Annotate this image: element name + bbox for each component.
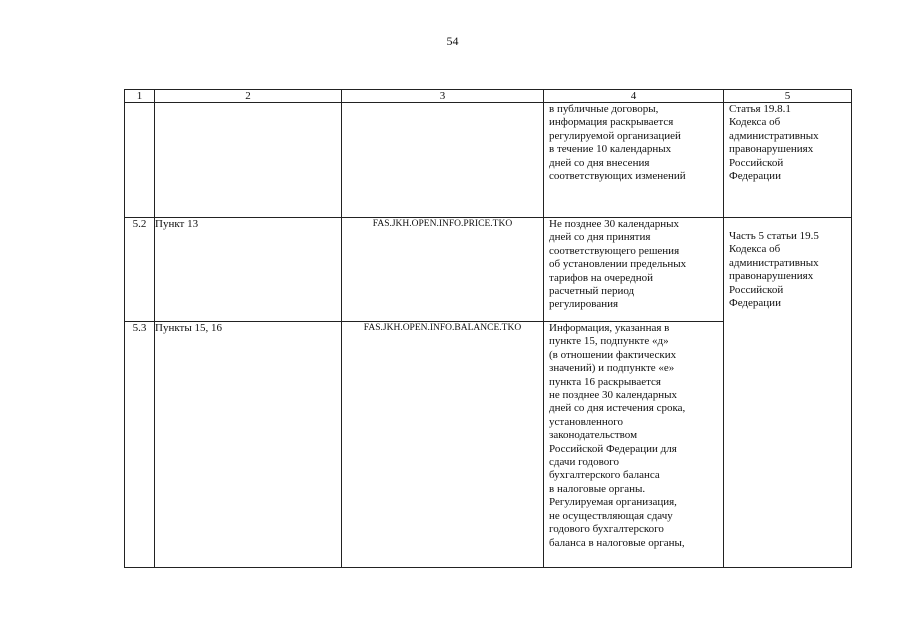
row-liability: Статья 19.8.1 Кодекса об административных правонарушениях Российской Федерации: [729, 103, 819, 183]
table-row: [125, 103, 852, 218]
row-item: [155, 103, 342, 218]
row-deadline: Информация, указанная в пункте 15, подпункте «д» (в отношении фактических значений) и подпункте «е» пункта 16 раскрывается не позднее 30 календарных дней со дня истечения срока, установленного законодательством Российской Федерации для сдачи годового бухгалтерского баланса в налоговые органы. Регулируемая организация, не осуществляющая сдачу годового бухгалтерского баланса в налоговые органы,: [549, 322, 686, 549]
table-header-row: [125, 90, 852, 103]
row-code: FAS.JKH.OPEN.INFO.BALANCE.TKO: [342, 322, 544, 568]
column-header: 1: [125, 90, 155, 103]
column-header: 5: [724, 90, 852, 103]
row-number: [125, 103, 155, 218]
row-code: FAS.JKH.OPEN.INFO.PRICE.TKO: [342, 218, 544, 322]
table-row: [125, 218, 852, 322]
row-item: Пункты 15, 16: [155, 322, 342, 568]
column-header: 4: [544, 90, 724, 103]
row-number: 5.3: [125, 322, 155, 568]
column-header: 2: [155, 90, 342, 103]
column-header: 3: [342, 90, 544, 103]
row-deadline: Не позднее 30 календарных дней со дня принятия соответствующего решения об установлении предельных тарифов на очередной расчетный период регулирования: [549, 218, 687, 311]
row-number: 5.2: [125, 218, 155, 322]
row-liability: Часть 5 статьи 19.5 Кодекса об административных правонарушениях Российской Федерации: [729, 230, 819, 310]
row-item: Пункт 13: [155, 218, 342, 322]
page-number: 54: [446, 34, 459, 48]
row-deadline: в публичные договоры, информация раскрывается регулируемой организацией в течение 10 календарных дней со дня внесения соответствующих изменений: [549, 103, 686, 183]
requirements-table: [124, 89, 852, 568]
row-code: [342, 103, 544, 218]
